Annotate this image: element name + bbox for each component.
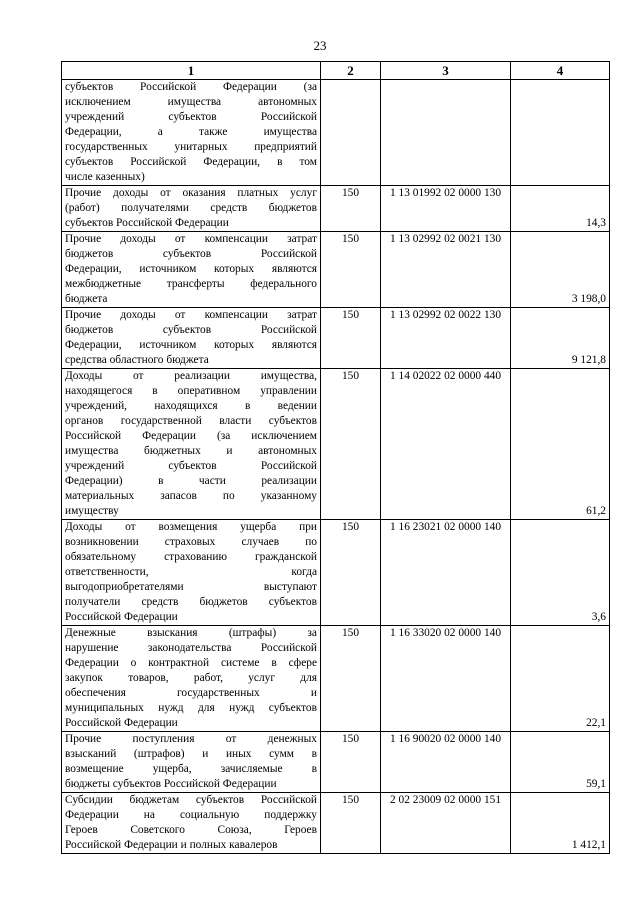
- revenue-name-cell: [62, 626, 321, 732]
- revenue-name-line: Российской Федерации: [65, 717, 178, 729]
- revenue-name-line: исключением имущества автономных: [65, 96, 317, 108]
- budget-classification-code-cell: 1 16 33020 02 0000 140: [381, 626, 511, 732]
- revenue-name-line: бюджеты субъектов Российской Федерации: [65, 778, 277, 790]
- revenue-name-line: Прочие поступления от денежных: [65, 733, 317, 745]
- revenue-name-line: средства областного бюджета: [65, 354, 209, 366]
- admin-code-cell: 150: [321, 626, 381, 732]
- revenue-table: [61, 61, 610, 854]
- admin-code-cell: 150: [321, 308, 381, 369]
- budget-classification-code-cell: 1 16 90020 02 0000 140: [381, 732, 511, 793]
- revenue-name-line: имуществу: [65, 505, 119, 517]
- revenue-name-line: государственных унитарных предприятий: [65, 141, 317, 153]
- revenue-name-cell: [62, 520, 321, 626]
- revenue-name-line: ответственности, когда: [65, 566, 317, 578]
- revenue-name-line: Прочие доходы от компенсации затрат: [65, 233, 317, 245]
- budget-classification-code-cell: 1 13 01992 02 0000 130: [381, 186, 511, 232]
- amount-cell: 14,3: [511, 186, 610, 232]
- column-header-3: 3: [381, 62, 511, 80]
- table-row: [62, 369, 610, 520]
- admin-code-cell: 150: [321, 232, 381, 308]
- revenue-name-line: субъектов Российской Федерации (за: [65, 81, 317, 93]
- revenue-name-line: Прочие доходы от компенсации затрат: [65, 309, 317, 321]
- budget-classification-code-cell: 1 13 02992 02 0021 130: [381, 232, 511, 308]
- amount-cell: 1 412,1: [511, 793, 610, 854]
- admin-code-cell: 150: [321, 369, 381, 520]
- revenue-name-line: материальных запасов по указанному: [65, 490, 317, 502]
- admin-code-cell: 150: [321, 186, 381, 232]
- table-row: [62, 80, 610, 186]
- revenue-name-cell: [62, 186, 321, 232]
- revenue-name-line: Федерации о контрактной системе в сфере: [65, 657, 317, 669]
- revenue-name-cell: [62, 369, 321, 520]
- table-body: [62, 80, 610, 854]
- revenue-name-line: Федерации) в части реализации: [65, 475, 317, 487]
- admin-code-cell: 150: [321, 520, 381, 626]
- revenue-name-line: учреждений субъектов Российской: [65, 460, 317, 472]
- revenue-name-cell: [62, 732, 321, 793]
- revenue-name-cell: [62, 232, 321, 308]
- revenue-name-line: обязательному страхованию гражданской: [65, 551, 317, 563]
- revenue-name-line: органов государственной власти субъектов: [65, 415, 317, 427]
- amount-cell: 9 121,8: [511, 308, 610, 369]
- column-header-1: 1: [62, 62, 321, 80]
- table-row: [62, 626, 610, 732]
- admin-code-cell: [321, 80, 381, 186]
- revenue-name-line: Денежные взыскания (штрафы) за: [65, 627, 317, 639]
- table-header-row: [62, 62, 610, 80]
- table-row: [62, 232, 610, 308]
- revenue-name-line: Субсидии бюджетам субъектов Российской: [65, 794, 317, 806]
- table-row: [62, 520, 610, 626]
- revenue-name-line: взысканий (штрафов) и иных сумм в: [65, 748, 317, 760]
- column-header-2: 2: [321, 62, 381, 80]
- table-row: [62, 732, 610, 793]
- budget-classification-code-cell: 2 02 23009 02 0000 151: [381, 793, 511, 854]
- amount-cell: 61,2: [511, 369, 610, 520]
- amount-cell: 3 198,0: [511, 232, 610, 308]
- amount-cell: 22,1: [511, 626, 610, 732]
- revenue-name-line: Федерации, источником которых являются: [65, 339, 317, 351]
- revenue-name-line: учреждений, находящихся в ведении: [65, 400, 317, 412]
- revenue-name-line: Федерации, источником которых являются: [65, 263, 317, 275]
- table-row: [62, 186, 610, 232]
- budget-classification-code-cell: [381, 80, 511, 186]
- revenue-name-line: Прочие доходы от оказания платных услуг: [65, 187, 317, 199]
- revenue-name-line: Героев Советского Союза, Героев: [65, 824, 317, 836]
- admin-code-cell: 150: [321, 793, 381, 854]
- revenue-name-line: Доходы от реализации имущества,: [65, 370, 317, 382]
- revenue-name-cell: [62, 793, 321, 854]
- revenue-name-line: выгодоприобретателями выступают: [65, 581, 317, 593]
- table-row: [62, 793, 610, 854]
- revenue-name-line: числе казенных): [65, 171, 145, 183]
- revenue-name-line: Российской Федерации (за исключением: [65, 430, 317, 442]
- amount-cell: 59,1: [511, 732, 610, 793]
- amount-cell: [511, 80, 610, 186]
- revenue-name-line: межбюджетные трансферты федерального: [65, 278, 317, 290]
- revenue-name-line: Российской Федерации и полных кавалеров: [65, 839, 278, 851]
- revenue-name-line: муниципальных нужд для нужд субъектов: [65, 702, 317, 714]
- budget-classification-code-cell: 1 16 23021 02 0000 140: [381, 520, 511, 626]
- revenue-name-line: обеспечения государственных и: [65, 687, 317, 699]
- page-number: 23: [313, 38, 327, 53]
- budget-classification-code-cell: 1 14 02022 02 0000 440: [381, 369, 511, 520]
- revenue-name-line: бюджета: [65, 293, 108, 305]
- revenue-name-line: Федерации на социальную поддержку: [65, 809, 317, 821]
- column-header-4: 4: [511, 62, 610, 80]
- revenue-name-cell: [62, 308, 321, 369]
- amount-cell: 3,6: [511, 520, 610, 626]
- revenue-name-line: получатели средств бюджетов субъектов: [65, 596, 317, 608]
- revenue-name-line: субъектов Российской Федерации: [65, 217, 229, 229]
- revenue-name-line: возникновении страховых случаев по: [65, 536, 317, 548]
- revenue-name-line: закупок товаров, работ, услуг для: [65, 672, 317, 684]
- revenue-name-line: Российской Федерации: [65, 611, 178, 623]
- revenue-name-line: находящегося в оперативном управлении: [65, 385, 317, 397]
- revenue-name-line: учреждений субъектов Российской: [65, 111, 317, 123]
- revenue-name-line: Доходы от возмещения ущерба при: [65, 521, 317, 533]
- revenue-name-line: возмещение ущерба, зачисляемые в: [65, 763, 317, 775]
- revenue-name-line: субъектов Российской Федерации, в том: [65, 156, 317, 168]
- budget-classification-code-cell: 1 13 02992 02 0022 130: [381, 308, 511, 369]
- revenue-name-line: (работ) получателями средств бюджетов: [65, 202, 317, 214]
- revenue-name-cell: [62, 80, 321, 186]
- revenue-name-line: имущества бюджетных и автономных: [65, 445, 317, 457]
- table-row: [62, 308, 610, 369]
- admin-code-cell: 150: [321, 732, 381, 793]
- revenue-name-line: бюджетов субъектов Российской: [65, 324, 317, 336]
- revenue-name-line: Федерации, а также имущества: [65, 126, 317, 138]
- revenue-name-line: бюджетов субъектов Российской: [65, 248, 317, 260]
- revenue-name-line: нарушение законодательства Российской: [65, 642, 317, 654]
